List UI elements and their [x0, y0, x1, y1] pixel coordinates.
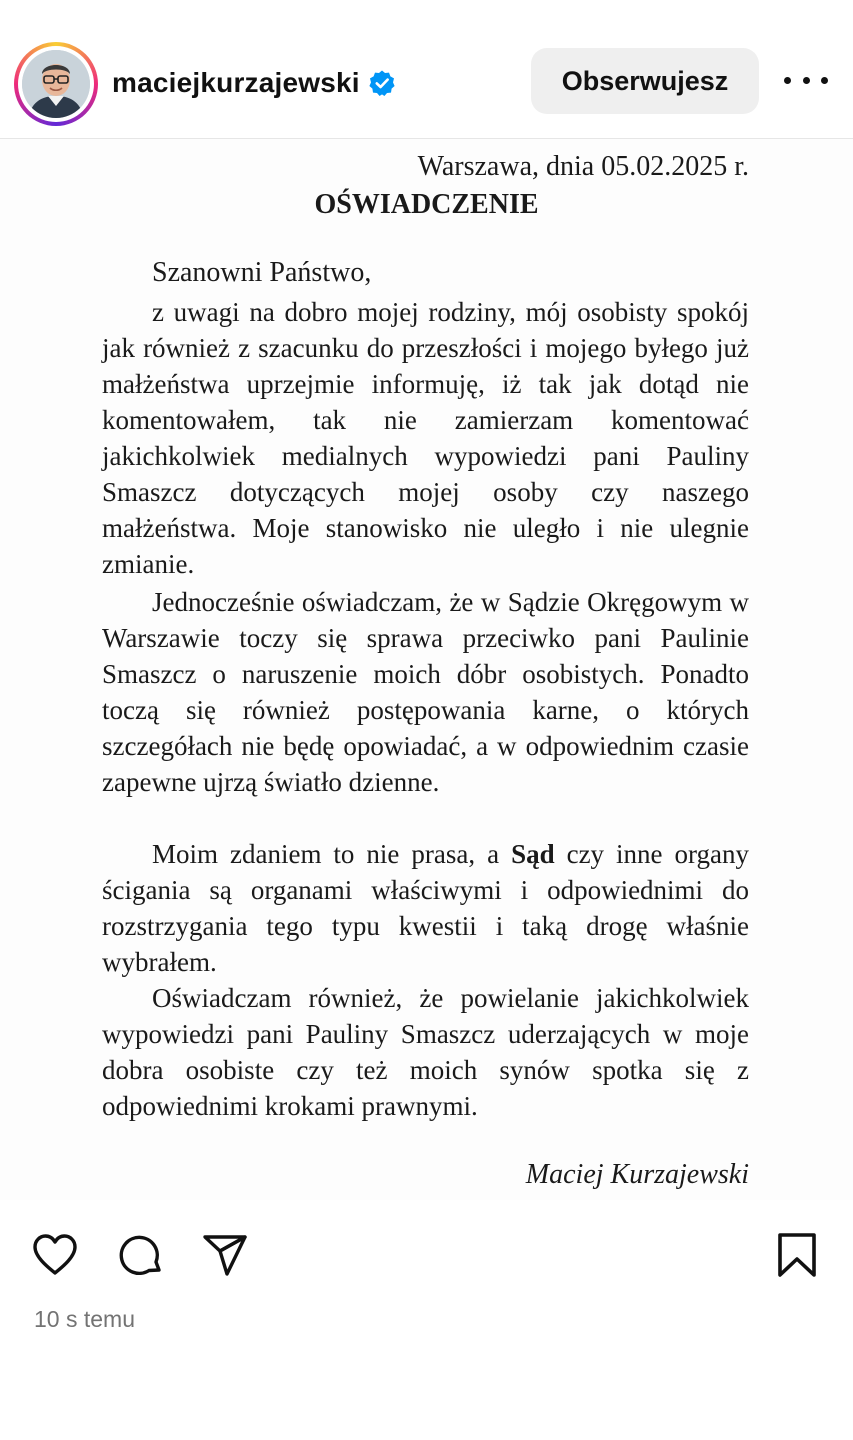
- more-options-icon[interactable]: [784, 68, 828, 92]
- dot: [803, 77, 810, 84]
- document-paragraph-1: z uwagi na dobro mojej rodziny, mój osobisty spokój jak również z szacunku do przeszłości i mojego byłego już małżeństwa uprzejmie informuję, iż tak jak dotąd nie komentowałem, tak nie zamierzam komentować jakichkolwiek medialnych wypowiedzi pani Pauliny Smaszcz dotyczących mojej osoby czy naszego małżeństwa. Moje stanowisko nie uległo i nie ulegnie zmianie.: [102, 297, 749, 579]
- story-ring[interactable]: [14, 42, 98, 126]
- username[interactable]: maciejkurzajewski: [112, 67, 360, 98]
- document-title: OŚWIADCZENIE: [314, 189, 539, 220]
- username-row: [112, 66, 396, 100]
- post-image-statement[interactable]: [0, 139, 853, 1200]
- paragraph-3-text-b: czy inne organy ścigania są organami właściwymi i odpowiednimi do rozstrzygania tego typu kwestii i taką drogę właśnie wybrałem.: [102, 839, 749, 977]
- dot: [821, 77, 828, 84]
- document-date: Warszawa, dnia 05.02.2025 r.: [417, 151, 749, 182]
- paragraph-3-text-a: Moim zdaniem to nie prasa, a: [152, 839, 512, 869]
- dot: [784, 77, 791, 84]
- post-timestamp: 10 s temu: [34, 1306, 135, 1332]
- document-paragraph-4: Oświadczam również, że powielanie jakichkolwiek wypowiedzi pani Pauliny Smaszcz uderzających w moje dobra osobiste czy też moich synów spotka się z odpowiednimi krokami prawnymi.: [102, 983, 749, 1121]
- following-button[interactable]: Obserwujesz: [531, 48, 759, 114]
- verified-badge-icon: [368, 69, 396, 97]
- post-actions-bar: [0, 1200, 853, 1440]
- paragraph-3-bold-word: Sąd: [511, 839, 555, 869]
- document-signature: Maciej Kurzajewski: [525, 1159, 749, 1190]
- heart-icon[interactable]: [30, 1230, 80, 1280]
- send-icon[interactable]: [200, 1230, 250, 1280]
- avatar-portrait-icon: [22, 50, 90, 118]
- avatar-frame: [18, 46, 94, 122]
- document-paragraph-3: [102, 836, 749, 980]
- document-greeting: Szanowni Państwo,: [152, 257, 372, 288]
- avatar[interactable]: [22, 50, 90, 118]
- document-paragraph-2: Jednocześnie oświadczam, że w Sądzie Okręgowym w Warszawie toczy się sprawa przeciwko pani Paulinie Smaszcz o naruszenie moich dóbr osobistych. Ponadto toczą się również postępowania karne, o których szczegółach nie będę opowiadać, a w odpowiednim czasie zapewne ujrzą światło dzienne.: [102, 587, 749, 797]
- status-strip: [0, 0, 853, 25]
- post-header: [0, 24, 853, 139]
- bookmark-icon[interactable]: [772, 1230, 822, 1280]
- comment-icon[interactable]: [116, 1230, 166, 1280]
